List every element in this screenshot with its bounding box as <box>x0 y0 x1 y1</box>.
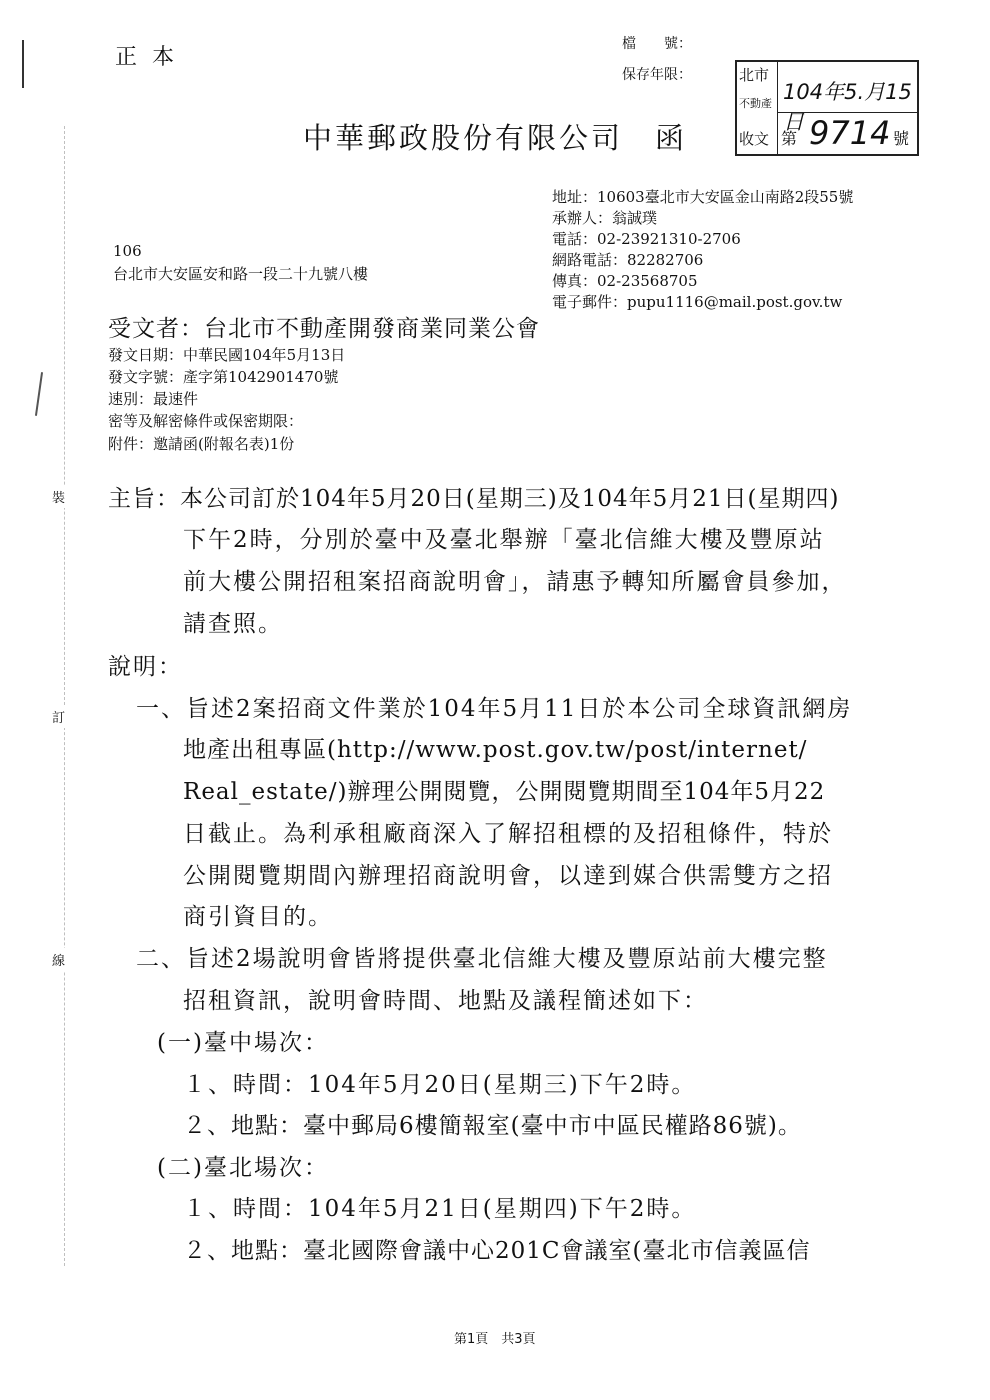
receipt-stamp <box>735 60 919 156</box>
page-number: 第1頁 共3頁 <box>454 1332 536 1347</box>
sender-email: 電子郵件：pupu1116@mail.post.gov.tw <box>552 293 843 311</box>
scan-mark <box>22 40 24 88</box>
item-one-line-4: 日截止。為利承租廠商深入了解招租標的及招租條件，特於 <box>183 821 833 847</box>
sender-net-phone: 網路電話：82282706 <box>552 251 704 269</box>
item-one-line-3: Real_estate/)辦理公開閱覽，公開閱覽期間至104年5月22 <box>183 779 826 805</box>
item-two-line-2: 招租資訊，說明會時間、地點及議程簡述如下： <box>183 988 708 1014</box>
copy-mark: 正 本 <box>115 45 178 70</box>
stamp-label-realestate: 不動產 <box>739 97 772 110</box>
document-title: 中華郵政股份有限公司 函 <box>303 121 688 155</box>
sender-fax: 傳真：02-23568705 <box>552 272 698 290</box>
taipei-time: １、時間：104年5月21日(星期四)下午2時。 <box>183 1196 697 1222</box>
issue-date: 發文日期：中華民國104年5月13日 <box>108 346 346 364</box>
retention-label: 保存年限： <box>622 67 692 83</box>
attachment: 附件：邀請函(附報名表)1份 <box>108 435 295 453</box>
item-one-line-1: 一、旨述2案招商文件業於104年5月11日於本公司全球資訊網房 <box>136 696 853 722</box>
explanation-label: 說明： <box>108 654 183 680</box>
stamp-number-suffix: 號 <box>893 129 910 148</box>
secrecy-condition: 密等及解密條件或保密期限： <box>108 412 304 430</box>
binding-mark-ding: 訂 <box>52 705 65 728</box>
subject-line-4: 請查照。 <box>183 611 283 637</box>
item-one-line-6: 商引資目的。 <box>183 904 333 930</box>
binding-mark-zhuang: 裝 <box>52 485 65 508</box>
stamp-date: 104年5.月15日 <box>783 80 912 134</box>
subject-line-1: 主旨：本公司訂於104年5月20日(星期三)及104年5月21日(星期四) <box>108 486 840 512</box>
binding-mark-xian: 線 <box>52 948 65 971</box>
stamp-label-city: 北市 <box>739 66 770 84</box>
speed-classification: 速別：最速件 <box>108 390 199 408</box>
subject-line-2: 下午2時，分別於臺中及臺北舉辦「臺北信維大樓及豐原站 <box>183 527 825 553</box>
stamp-number-prefix: 第 <box>781 129 798 148</box>
item-one-line-2: 地產出租專區(http://www.post.gov.tw/post/internet/ <box>183 737 808 763</box>
item-two-line-1: 二、旨述2場說明會皆將提供臺北信維大樓及豐原站前大樓完整 <box>136 946 828 972</box>
taipei-heading: (二)臺北場次： <box>157 1155 329 1181</box>
taichung-time: １、時間：104年5月20日(星期三)下午2時。 <box>183 1072 697 1098</box>
sender-address: 地址：10603臺北市大安區金山南路2段55號 <box>552 188 854 206</box>
taichung-place: ２、地點：臺中郵局6樓簡報室(臺中市中區民權路86號)。 <box>183 1113 802 1139</box>
recipient: 受文者：台北市不動產開發商業同業公會 <box>108 316 540 342</box>
scan-mark <box>35 372 43 416</box>
taichung-heading: (一)臺中場次： <box>157 1030 329 1056</box>
subject-line-3: 前大樓公開招租案招商說明會」，請惠予轉知所屬會員參加， <box>183 569 847 595</box>
binding-line <box>64 126 65 1266</box>
recipient-postal-code: 106 <box>113 242 142 260</box>
file-number-label: 檔 號： <box>622 36 692 52</box>
stamp-number: 9714 <box>809 114 891 152</box>
sender-phone: 電話：02-23921310-2706 <box>552 230 741 248</box>
recipient-address: 台北市大安區安和路一段二十九號八樓 <box>113 265 369 283</box>
stamp-label-received: 收文 <box>739 130 770 148</box>
sender-contact: 承辦人：翁誠璞 <box>552 209 658 227</box>
document-number: 發文字號：產字第1042901470號 <box>108 368 339 386</box>
item-one-line-5: 公開閱覽期間內辦理招商說明會，以達到媒合供需雙方之招 <box>183 863 833 889</box>
taipei-place: ２、地點：臺北國際會議中心201C會議室(臺北市信義區信 <box>183 1238 811 1264</box>
